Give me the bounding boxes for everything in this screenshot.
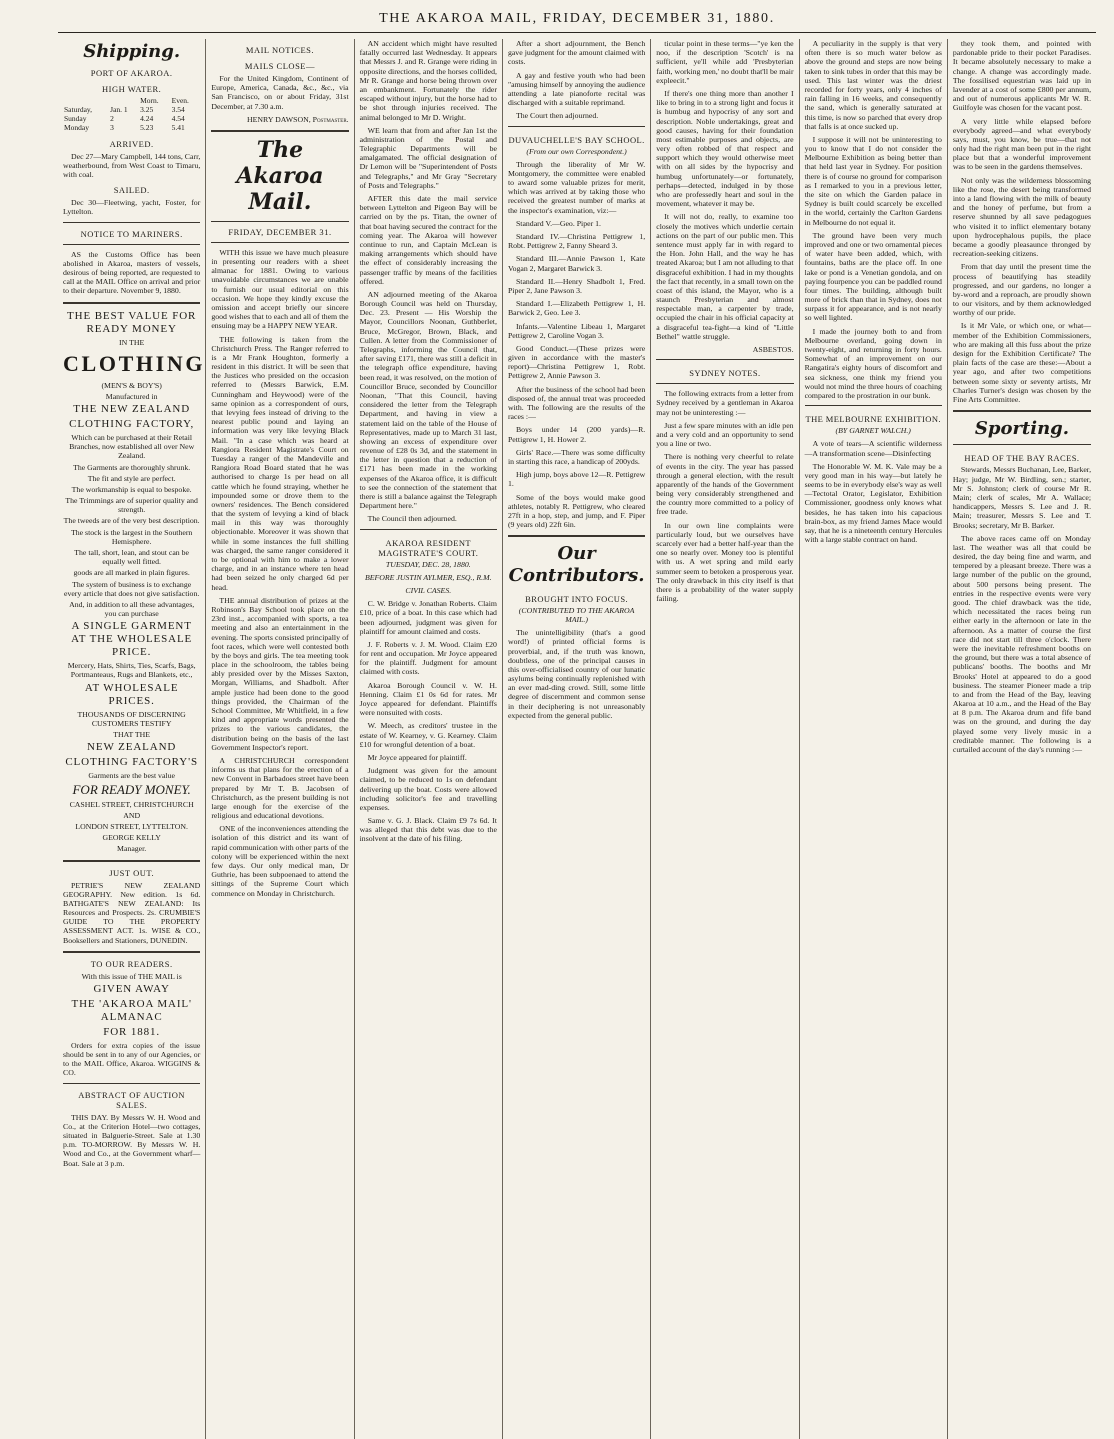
- divider: [805, 405, 942, 406]
- column-5: [651, 39, 799, 1439]
- shipping-title: Shipping.: [83, 41, 181, 62]
- just-out-text: PETRIE'S NEW ZEALAND GEOGRAPHY. New edition. 1s 6d. BATHGATE'S NEW ZEALAND: Its Resources and Prospects. 2s. CRUMBIE'S GUIDE TO THE PROPERTY ASSESSMENT ACT. 1s. WISE & CO., Booksellers and Stationers, DUNEDIN.: [63, 880, 201, 945]
- almanac-notice: With this issue of THE MAIL is GIVEN AWAY THE 'AKAROA MAIL' ALMANAC FOR 1881.: [71, 971, 192, 1038]
- paragraph: A gay and festive youth who had been "amusing himself by annoying the audience attending a late pianoforte recital was discharged with a suitable reprimand.: [507, 70, 646, 108]
- paragraph: Standard II.—Henry Shadbolt 1, Fred. Piper 2, Jane Pawson 3.: [507, 276, 646, 295]
- just-out-title: JUST OUT.: [109, 867, 155, 878]
- paragraph: they took them, and pointed with pardonable pride to their pocket Paradises. It became absolutely necessary to make a change. A change was accordingly made. The fossilised equestrian was laid up in lavender at a cost of some £800 per annum, and out of numerous applicants Mr W. R. Guilfoyle was chosen for the vacant post.: [952, 39, 1092, 113]
- paragraph: Just a few spare minutes with an idle pen and a very cold and an opportunity to send you a line or two.: [656, 420, 794, 449]
- column-2: [206, 39, 354, 1439]
- sporting-title: Sporting.: [974, 418, 1070, 440]
- postmaster-signature: HENRY DAWSON, Postmaster.: [247, 114, 349, 124]
- school-subtitle: (From our own Correspondent.): [526, 146, 627, 156]
- paragraph: AFTER this date the mail service between Lyttelton and Pigeon Bay will be carried on by the ps. Titan, the owner of that boat having secured the contract for the coming year. The Akaroa will however continue to run, and Captain McLean is making arrangements which should have the effect of considerably increasing the passenger traffic by means of the facilities offered.: [359, 194, 497, 286]
- paragraph: I suppose it will not be uninteresting to you to know that I do not consider the Melbourne Exhibition as being better than that held last year in Sydney. For position there is of course no ground for comparison as I remarked to you in a previous letter, the site on which the Garden palace in Sydney is built could scarcely be excelled in the world, certainly the Carlton Gardens in Melbourne do not equal it.: [804, 134, 942, 227]
- paragraph: The Council then adjourned.: [367, 514, 457, 524]
- notice-title: NOTICE TO MARINERS.: [80, 228, 183, 239]
- sydney-notes-title: SYDNEY NOTES.: [689, 368, 761, 379]
- paragraph: AN adjourned meeting of the Akaroa Borough Council was held on Thursday, Dec. 23. Present — His Worship the Mayor, Councillors Noonan, Guthberlet, Bruce, McGregor, Brown, Black, and Cullen. A letter from the Commissioner of Telegraphs, informing the Council that, after saving £171, there was still a deficit in the telegraph office expenditure, having been read, it was resolved, on the motion of Councillor Bruce, seconded by Councillor Noonan, "That this Council, having considered the letter from the Telegraph Department, and having in view a statement laid on the table of the House of Representatives, made up to March 31 last, showing an excess of expenditure over revenue of £28 0s 3d, and the statement in the letter in question that a reduction of £171 has been made in the working expenses of the Akaroa office, it is difficult to see the connection of the statement that there is still a balance against the Telegraph Department here.": [359, 289, 497, 511]
- mail-notices-title: MAIL NOTICES.: [245, 45, 315, 55]
- paragraph: Through the liberality of Mr W. Montgomery, the committee were enabled to award some valuable prizes for merit, which was arrived at by taking those who received the greatest number of marks at the inspector's examination, viz:—: [507, 159, 646, 215]
- paragraph: Stewards, Messrs Buchanan, Lee, Barker, Hay; judge, Mr W. Birdling, sen.; starter, Mr S. Johnston; clerk of course Mr R. Main; clerk of scales, Mr A. Wallace; handicappers, Messrs S. Lee and J. R. Main; treasurer, Messrs S. Lee and T. Brooks; secretary, Mr B. Barker.: [952, 465, 1092, 530]
- divider: [63, 1083, 200, 1084]
- exhibition-title: THE MELBOURNE EXHIBITION.: [805, 414, 941, 425]
- mail-close-label: MAILS CLOSE—: [244, 61, 316, 72]
- column-3: [355, 39, 503, 1439]
- arrived-head: ARRIVED.: [109, 138, 154, 149]
- divider: [63, 244, 200, 245]
- paragraph: A vote of tears—A scientific wilderness—A transformation scene—Disinfecting: [804, 439, 942, 458]
- paragraph: WITH this issue we have much pleasure in presenting our readers with a sheet almanac for 1881. Owing to various unavoidable circumstances we are unable to furnish our usual editorial on this occasion. We hope they kindly excuse the omission and accept briefly our sincere good wishes that to each and all of them the ensuing may be a HAPPY NEW YEAR.: [211, 247, 349, 331]
- paragraph: The above races came off on Monday last. The weather was all that could be desired, the day being fine and warm, and tempered by a pleasant breeze. There was a large number of the public on the ground, about 500 persons being present. The entries in the respective events were very good. The chief drawback was the tide, which necessitated the races being run either early in the afternoon or late in the afternoon. As a matter of course the first race did not start till three o'clock. There were the inevitable refreshment booths on the ground, but there was a total absence of publicans' booths. The booths and Mr Brooks' Hotel at appeared to do a good business. The steamer Pioneer made a trip to and from the Head of the Bay, leaving Akaroa at 10 a.m., and the Head of the Bay at 8 p.m. The Akaroa drum and fife band was on the ground, and during the day played some very lively music in a creditable manner. The following is a curtailed account of the day's running :—: [952, 533, 1092, 754]
- divider: [656, 359, 793, 360]
- divider: [211, 221, 348, 222]
- paragraph: If there's one thing more than another I like to bring in to a strong light and focus it is humbug and hypocrisy of any sort and description. Noble undertakings, great and good causes, having for their foundation most estimable purposes and objects, are very often robbed of that respect and support which they would otherwise meet with on all sides by the hypocrisy and humbug unfortunately—or fortunately, perhaps—detected, indulged in by those who are professedly heart and soul in the movement, whatever it may be.: [656, 88, 794, 209]
- paragraph: The unintelligibility (that's a good word!) of printed official forms is proverbial, and, if the truth was known, doubtless, one of the principal causes in this over-officialised country of our lunatic asylums being continually replenished with an ever mad-ding crowd. Still, some little degree of discernment and common sense in their deciphering is not unreasonably expected from the general public.: [507, 628, 646, 720]
- divider: [508, 535, 645, 537]
- paragraph: AN accident which might have resulted fatally occurred last Wednesday. It appears that Messrs J. and R. Grange were riding in opposite directions, and the horses collided, Mr R. Grange and horse being thrown over an embankment. Fortunately the rider escaped without injury, but the horse had to be shot through injuries received. The animal belonged to Mr D. Wright.: [359, 39, 497, 122]
- court-title: AKAROA RESIDENT MAGISTRATE'S COURT.: [378, 537, 479, 558]
- paragraph: ticular point in these terms—"ye ken the noo, if the description 'Scotch' is na sufficient, ye'll while add 'Presbyterian faith, working men,' no doubt that'll be mair expleecit.": [656, 39, 794, 85]
- paragraph: Same v. G. J. Black. Claim £9 7s 6d. It was alleged that this debt was due to the insolvent at the date of his filing.: [359, 816, 497, 844]
- paragraph: After the business of the school had been disposed of, the annual treat was proceeded with. The following are the results of the races :—: [507, 384, 646, 422]
- tide-row: Saturday, Jan. 1 3.25 3.54: [64, 105, 185, 115]
- editorial-date: FRIDAY, DECEMBER 31.: [228, 226, 332, 237]
- sailed-text: Dec 30—Fleetwing, yacht, Foster, for Lyttelton.: [63, 198, 201, 217]
- columns: [58, 39, 1096, 1439]
- tide-table: [63, 97, 200, 132]
- clothing-advertisement: THE BEST VALUE FOR READY MONEY IN THE CLOTHING (MEN'S & BOY'S) Manufactured in THE NEW ZEALAND CLOTHING FACTORY, Which can be purchased at their Retail Branches, now established all over New Zealand. The Garments are thoroughly shrunk. The fit and style are perfect. The workmanship is equal to bespoke. The Trimmings are of superior quality and strength. The tweeds are of the very best description. The stock is the largest in the Southern Hemisphere. The tall, short, lean, and stout can be equally well fitted. goods are all marked in plain figures. The system of business is to exchange every article that does not give satisfaction. And, in addition to all these advantages, you can purchase A SINGLE GARMENT AT THE WHOLESALE PRICE. Mercery, Hats, Shirts, Ties, Scarfs, Bags, Portmanteaus, Rugs and Blankets, etc., AT WHOLESALE PRICES. THOUSANDS OF DISCERNING CUSTOMERS TESTIFY THAT THE NEW ZEALAND CLOTHING FACTORY'S Garments are the best value FOR READY MONEY. CASHEL STREET, CHRISTCHURCH AND LONDON STREET, LYTTELTON. GEORGE KELLY Manager.: [63, 309, 206, 854]
- paragraph: Not only was the wilderness blossoming like the rose, the desert being transformed into a land flowing with the milk of beauty and the honey of perfume, but from a reserve shunned by all save pedagogues who visited it to inflict elementary botany upon hydrocephalous pupils, the place became a goodly pleasaunce thronged by recreation-seeking citizens.: [952, 175, 1092, 259]
- masthead: [58, 6, 1096, 33]
- paragraph: Akaroa Borough Council v. W. H. Henning. Claim £1 0s 6d for rates. Mr Joyce appeared for defendant. Plaintiffs were nonsuited with costs.: [359, 680, 497, 718]
- paragraph: There is nothing very cheerful to relate of events in the city. The year has passed through a general election, with the result apparently of the hands of the Government being very considerably strengthened and the country more committed to a policy of free trade.: [656, 452, 794, 517]
- column-4: [503, 39, 651, 1439]
- paragraph: The following extracts from a letter from Sydney received by a gentleman in Akaroa may not be uninteresting :—: [656, 389, 794, 417]
- court-civil: CIVIL CASES.: [405, 585, 452, 595]
- paragraph: J. F. Roberts v. J. M. Wood. Claim £20 for rent and occupation. Mr Joyce appeared for the plaintiff. Judgment for amount claimed with costs.: [359, 639, 497, 677]
- mail-notices-text: For the United Kingdom, Continent of Europe, America, Canada, &c., &c., via San Francisco, on or about Friday, 31st December, at 7.30 a.m.: [211, 74, 349, 111]
- divider: [63, 951, 200, 953]
- paragraph: Standard IV.—Christina Pettigrew 1, Robt. Pettigrew 2, Fanny Sheard 3.: [507, 232, 646, 251]
- auction-title: ABSTRACT OF AUCTION SALES.: [78, 1089, 186, 1110]
- paragraph: WE learn that from and after Jan 1st the administration of the Postal and Telegraphic Departments will be amalgamated. The official designation of Dr Lemon will be "Superintendent of Posts and Telegraphs," and Mr Gray "Secretary of Posts and Telegraphs.": [359, 125, 497, 190]
- paragraph: A peculiarity in the supply is that very often there is so much water below as above the ground and steps are now being taken to sink tubes in order that this may be used. This last winter was the driest recorded for forty years, only 4 inches of rain falling in 16 weeks, and consequently the sand, which is generally saturated at this time, is now so parched that every drop that falls is at once sucked up.: [804, 39, 942, 131]
- paragraph: After a short adjournment, the Bench gave judgment for the amount claimed with costs.: [507, 39, 646, 67]
- paragraph: In our own line complaints were particularly loud, but we ourselves have scarcely ever had a better half-year than the one so nearly over. Money too is plentiful with us. A wet spring and mild early summer seem to betoken a prosperous year. The only drawback in this city itself is that there is a probability of the water supply failing.: [656, 520, 794, 604]
- paragraph: A very little while elapsed before everybody agreed—and what everybody says, must, you know, be true—that not only had the right man been put in the right place but that a wonderful improvement was to be seen in the gardens themselves.: [952, 116, 1092, 172]
- paragraph: Is it Mr Vale, or which one, or what—member of the Exhibition Commissioners, who are making all this fuss about the prize design for the Exhibition Certificate? The plain facts of the case are these:—About a year ago, and after two competitions between some sixty or seventy artists, Mr Charles Turner's design was chosen by the Fine Arts Committee.: [952, 321, 1092, 404]
- paragraph: Girls' Race.—There was some difficulty in starting this race, a handicap of 200yds.: [507, 447, 646, 466]
- auction-text: THIS DAY. By Messrs W. H. Wood and Co., at the Criterion Hotel—two cottages, situated in Balguerie-Street. Sale at 1.30 p.m. TO-MORROW. By Messrs W. H. Wood and Co., at the Government wharf—Boat. Sale at 3 p.m.: [63, 1112, 201, 1168]
- tides-title: HIGH WATER.: [102, 84, 162, 95]
- column-1: [58, 39, 206, 1439]
- masthead-title: THE AKAROA MAIL, FRIDAY, DECEMBER 31, 1880.: [379, 11, 775, 26]
- paragraph: Standard V.—Geo. Piper 1.: [515, 218, 601, 228]
- paragraph: The Honorable W. M. K. Vale may be a very good man in his way—but lately he seems to be in everybody else's way as well—Tectotal Orator, Legislator, Exhibition Commissioner, goodness only knows what besides, he has taken into his capacious brain-box, as my friend James Mace would say, that he is a nineteenth century Hercules with a large stable contract on hand.: [804, 461, 942, 545]
- port-title: PORT OF AKAROA.: [90, 68, 173, 79]
- divider: [953, 410, 1091, 412]
- races-title: HEAD OF THE BAY RACES.: [964, 453, 1080, 464]
- divider: [953, 444, 1091, 445]
- asbestos-signature: ASBESTOS.: [752, 345, 794, 354]
- paragraph: From that day until the present time the process of beautifying has steadily progressed, and our gardens, no longer a by-word and a reproach, are proudly shown to our visitors, and by them acknowledged worthy of our pride.: [952, 262, 1092, 318]
- paragraph: Standard I.—Elizabeth Pettigrew 1, H. Barwick 2, Geo. Lee 3.: [507, 299, 646, 318]
- divider: [211, 130, 348, 132]
- paragraph: Standard III.—Annie Pawson 1, Kate Vogan 2, Margaret Barwick 3.: [507, 254, 646, 273]
- paragraph: W. Meech, as creditors' trustee in the estate of W. Kearney, v. G. Kearney. Claim £10 for wrongful detention of a boat.: [359, 721, 497, 749]
- readers-text: Orders for extra copies of the issue should be sent in to any of our Agencies, or to the MAIL Office, Akaroa. WIGGINS & CO.: [63, 1040, 201, 1078]
- paragraph: Infants.—Valentine Libeau 1, Margaret Pettigrew 2, Caroline Vogan 3.: [507, 321, 646, 340]
- paragraph: I made the journey both to and from Melbourne overland, going down in twenty-eight, and returning in forty hours. Somewhat of an improvement on our Rangatira's eighty hours of discomfort and sea sickness, one think my friend you would not mind the three hours of coaching compared to the prostration in our bunk.: [804, 326, 942, 400]
- school-title: DUVAUCHELLE'S BAY SCHOOL.: [508, 134, 645, 145]
- paragraph: THE annual distribution of prizes at the Robinson's Bay School took place on the 23rd inst., accompanied with sports, a tea meeting and also an entertainment in the evening. The sports consisted principally of foot races, which were well contested both by the boys and girls. The tea meeting took place in the schoolroom, the tables being ably presided over by the Misses Saxton, Morgan, Williams, and Shadbolt. After ample justice had been done to the good things provided, the Chairman of the School Committee, Mr Whitfield, in a few kind and appropriate words presented the prizes to the various candidates, the distribution being on the basis of the last Government Inspector's report.: [211, 595, 349, 752]
- paragraph: Boys under 14 (200 yards)—R. Pettigrew 1, H. Hower 2.: [507, 425, 646, 444]
- contributors-title: Our Contributors.: [508, 543, 645, 586]
- divider: [63, 302, 200, 304]
- divider: [63, 222, 200, 223]
- paragraph: The Court then adjourned.: [515, 111, 599, 121]
- paragraph: ONE of the inconveniences attending the isolation of this district and its want of rapid communication with other parts of the colony will be experienced within the next few days. Our only medical man, Dr Guthrie, has been subpoenaed to attend the sittings of the Supreme Court which commence on Monday in Christchurch.: [211, 824, 349, 898]
- divider: [360, 529, 497, 530]
- tide-row: Monday 3 5.23 5.41: [64, 122, 185, 132]
- exhibition-author: (BY GARNET WALCH.): [835, 426, 911, 436]
- contributors-subtitle: BROUGHT INTO FOCUS.: [525, 593, 629, 604]
- column-6: [800, 39, 948, 1439]
- paragraph: Some of the boys would make good athletes, notably R. Pettigrew, who cleared 27ft in a hop, step, and jump, and F. Piper (9 years old) 22ft 6in.: [507, 492, 646, 530]
- tide-row: Sunday 2 4.24 4.54: [64, 113, 185, 123]
- divider: [211, 242, 348, 243]
- divider: [656, 383, 793, 384]
- arrived-text: Dec 27—Mary Campbell, 144 tons, Carr, weatherbound, from West Coast to Timaru, with coal.: [63, 151, 201, 180]
- sailed-head: SAILED.: [113, 185, 150, 196]
- paragraph: Mr Joyce appeared for plaintiff.: [367, 752, 467, 762]
- paragraph: THE following is taken from the Christchurch Press. The Ranger referred to is a Mr Frank Houghton, formerly a resident in this district. It will be seen that the Justices who presided on the occasion referred to (Messrs Barwick, E.M. Cunningham and Heywood) were of the same opinion as a correspondent of ours, that levying fees instead of driving to the nearest public pound and laying an information was very like levying Black Mail. "In a case which was heard at Rangiora Resident Magistrate's Court on Tuesday a ranger of the Mandeville and Rangiora Road Board stated that he was authorised to charge 1s per head on all cattle which he found straying, whether he impounded some or drove them to the owners' residences. The Bench considered that the system of levying a kind of black mail in this way was thoroughly objectionable. Moreover it was shown that while in some instances the full shilling was charged, the same ranger considered it to be optional with him to make a lower charge, and in an instance where ten head had been seized he only charged 6d per head.: [211, 334, 349, 592]
- court-before: BEFORE JUSTIN AYLMER, ESQ., R.M.: [365, 572, 492, 582]
- paragraph: The ground have been very much improved and one or two ornamental pieces of water have been added, which, with fountains, baths are the place off. In one lake or pond is a Venetian gondola, and on paying fourpence you can be paddled round four times. The building, although built more of brick than that in Sydney, does not surpass it for appearance, and is not nearly so well lighted.: [804, 230, 942, 323]
- tide-head-row: Morn. Even.: [140, 96, 189, 106]
- paragraph: C. W. Bridge v. Jonathan Roberts. Claim £10, price of a boat. In this case which had been adjourned, judgment was given for plaintiff for amount claimed and costs.: [359, 599, 497, 636]
- paragraph: High jump, boys above 12—R. Pettigrew 1.: [507, 470, 646, 489]
- paragraph: It will not do, really, to examine too closely the motives which underlie certain actions on the part of our public men. This sentence must apply far in with regard to the Hon. John Hall, and the way he has treated Akaroa; but I am not alluding to that disgraceful exhibition. I had in my thoughts the fact that recently, in a small town on the coast of this island, the Mayor, who is a staunch Presbyterian and almost respectable man, a carpenter by trade, occupied the chair in his official capacity at a disgraceful tea-fight—a kind of "Little Bethel" wattle struggle.: [656, 212, 794, 341]
- clothing-heading: CLOTHING: [63, 350, 206, 376]
- paragraph: Judgment was given for the amount claimed, to be reduced to 1s on defendant delivering up the boat. Costs were allowed including solicitor's fee and travelling expenses.: [359, 766, 497, 812]
- contributors-note: (CONTRIBUTED TO THE AKAROA MAIL.): [518, 605, 635, 624]
- paragraph: A CHRISTCHURCH correspondent informs us that plans for the erection of a new Convent in Barbadoes street have been prepared by Mr T. B. Jacobsen of Christchurch, as the present building is not large enough for the exercise of the religious and educational devotions.: [211, 755, 349, 821]
- divider: [508, 126, 645, 127]
- readers-title: TO OUR READERS.: [90, 958, 173, 969]
- divider: [63, 860, 200, 862]
- notice-text: AS the Customs Office has been abolished in Akaroa, masters of vessels, desirous of being reported, are requested to call at the MAIL Office on arrival and prior to their departure. November 9, 1880.: [63, 249, 201, 296]
- court-date: TUESDAY, DEC. 28, 1880.: [385, 559, 471, 569]
- paper-name: The Akaroa Mail.: [236, 136, 324, 215]
- column-7: [948, 39, 1096, 1439]
- paragraph: Good Conduct.—(These prizes were given in accordance with the master's report)—Christina Pettigrew 1, Robt. Pettigrew 2, Annie Pawson 3.: [507, 343, 646, 381]
